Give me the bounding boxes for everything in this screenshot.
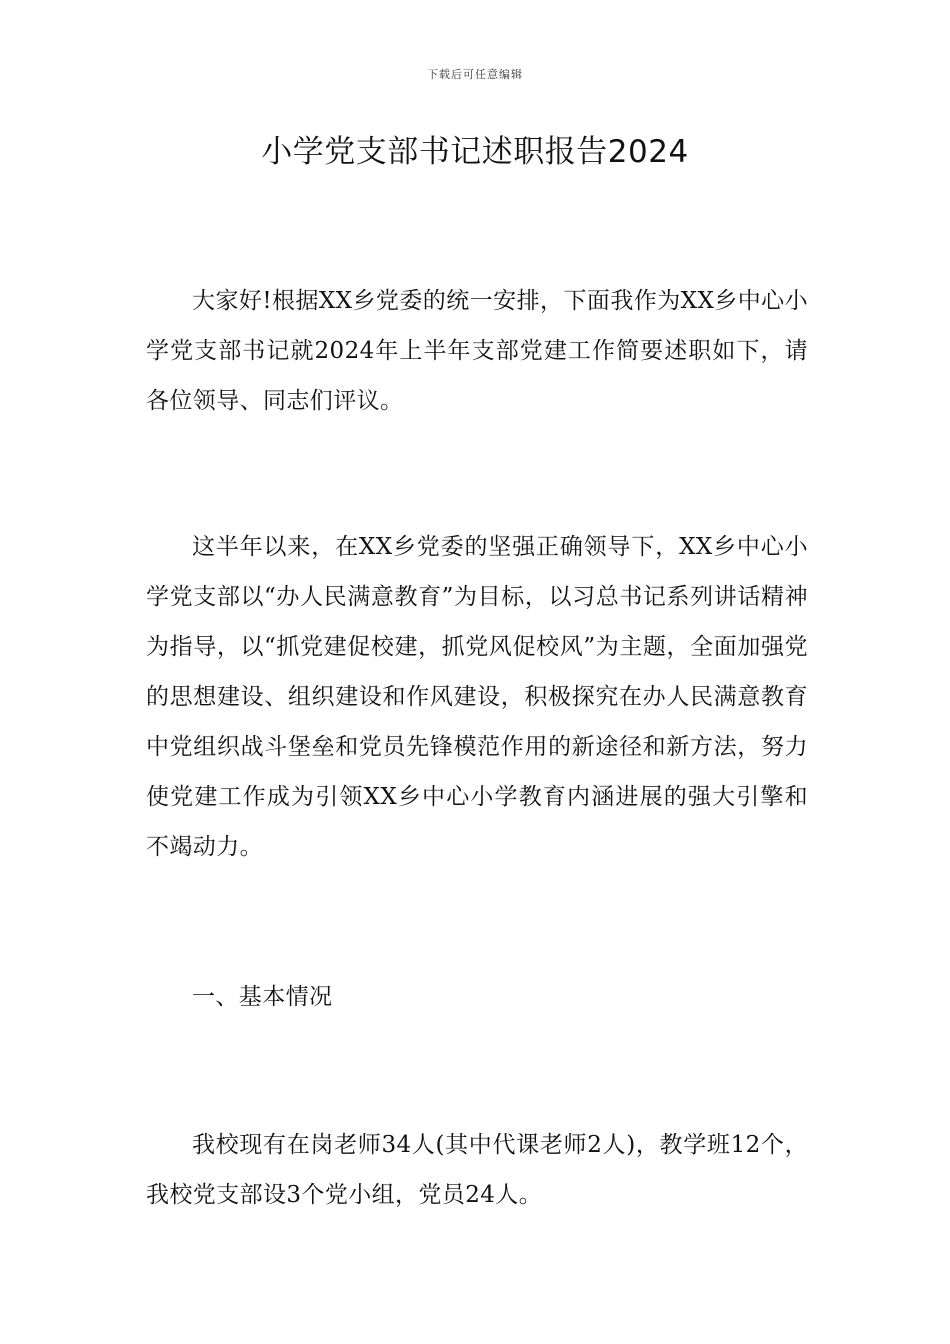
overview-paragraph: 这半年以来，在XX乡党委的坚强正确领导下，XX乡中心小学党支部以“办人民满意教育”为目标，以习总书记系列讲话精神为指导，以“抓党建促校建，抓党风促校风”为主题，全面加强党的思想建设、组织建设和作风建设，积极探究在办人民满意教育中党组织战斗堡垒和党员先锋模范作用的新途径和新方法，努力使党建工作成为引领XX乡中心小学教育内涵进展的强大引擎和不竭动力。 [146,534,808,860]
intro-paragraph: 大家好!根据XX乡党委的统一安排，下面我作为XX乡中心小学党支部书记就2024年上半年支部党建工作简要述职如下，请各位领导、同志们评议。 [146,288,808,414]
section-heading-basic-situation: 一、基本情况 [192,984,333,1010]
download-note: 下载后可任意编辑 [427,68,523,81]
basic-situation-paragraph: 我校现有在岗老师34人(其中代课老师2人)，教学班12个，我校党支部设3个党小组，党员24人。 [146,1132,808,1208]
document-title: 小学党支部书记述职报告2024 [261,134,689,170]
